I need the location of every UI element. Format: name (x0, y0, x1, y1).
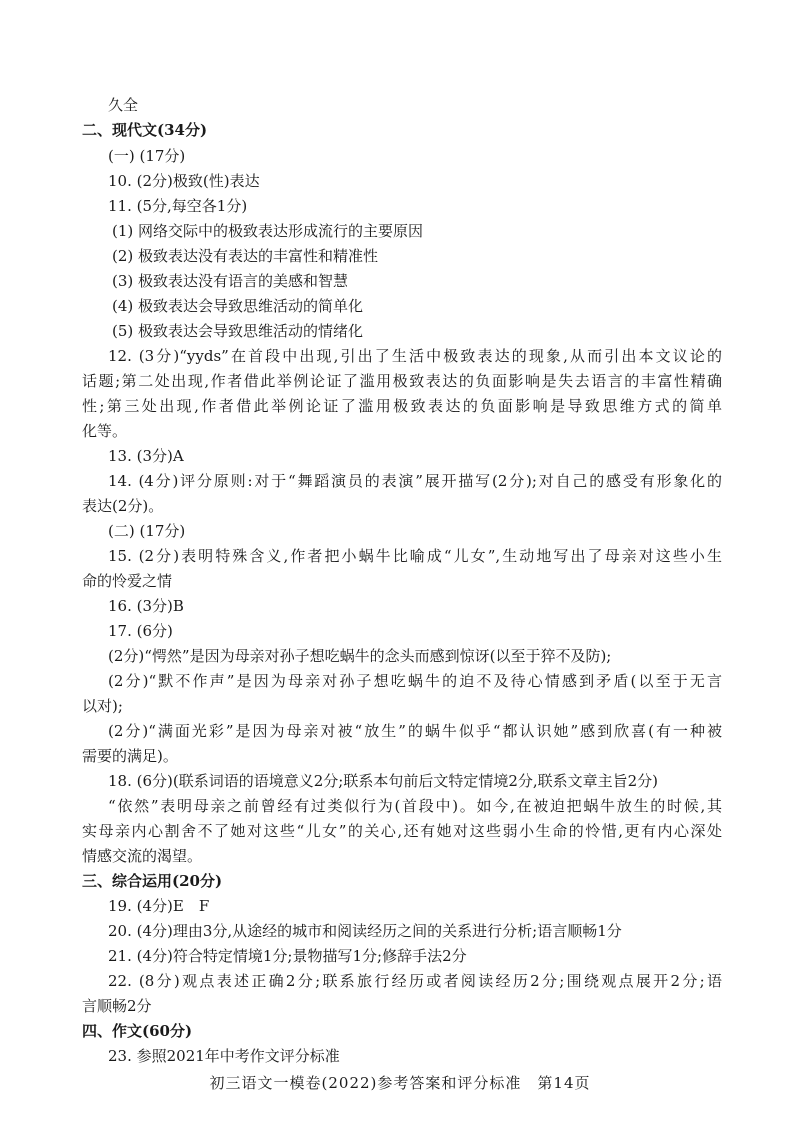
q10-answer: 10. (2分)极致(性)表达 (108, 172, 260, 190)
q17-point-3-line: 需要的满足)。 (82, 747, 178, 765)
q21-answer: 21. (4分)符合特定情境1分;景物描写1分;修辞手法2分 (108, 947, 467, 965)
q18-answer-line: “依然”表明母亲之前曾经有过类似行为(首段中)。如今,在被迫把蜗牛放生的时候,其 (108, 797, 722, 815)
q12-answer-line: 化等。 (82, 422, 128, 440)
q17-answer: 17. (6分) (108, 622, 173, 640)
q11-item: (4) 极致表达会导致思维活动的简单化 (112, 297, 364, 315)
q22-answer-line: 言顺畅2分 (82, 997, 152, 1015)
q12-answer-line: 性;第三处出现,作者借此举例论证了滥用极致表达的负面影响是导致思维方式的简单 (82, 397, 722, 415)
q16-answer: 16. (3分)B (108, 597, 184, 615)
q11-item: (2) 极致表达没有表达的丰富性和精准性 (112, 247, 379, 265)
q18-answer-line: 情感交流的渴望。 (82, 847, 203, 865)
q14-answer-line: 表达(2分)。 (82, 497, 164, 515)
q12-answer-line: 话题;第二处出现,作者借此举例论证了滥用极致表达的负面影响是失去语言的丰富性精确 (82, 372, 722, 390)
top-fragment: 久全 (108, 96, 139, 114)
q14-answer-line: 14. (4分)评分原则:对于“舞蹈演员的表演”展开描写(2分);对自己的感受有形象化的 (108, 472, 722, 490)
q11-item: (3) 极致表达没有语言的美感和智慧 (112, 272, 349, 290)
q13-answer: 13. (3分)A (108, 447, 184, 465)
q12-answer-line: 12. (3分)“yyds”在首段中出现,引出了生活中极致表达的现象,从而引出本文议论的 (108, 347, 722, 365)
q20-answer: 20. (4分)理由3分,从途经的城市和阅读经历之间的关系进行分析;语言顺畅1分 (108, 922, 622, 940)
q17-point-2-line: 以对); (82, 697, 123, 715)
q19-answer: 19. (4分)E F (108, 897, 210, 915)
q17-point-2-line: (2分)“默不作声”是因为母亲对孙子想吃蜗牛的迫不及待心情感到矛盾(以至于无言 (108, 672, 722, 690)
q18-answer: 18. (6分)(联系词语的语境意义2分;联系本句前后文特定情境2分,联系文章主旨2分) (108, 772, 659, 790)
q18-answer-line: 实母亲内心割舍不了她对这些“儿女”的关心,还有她对这些弱小生命的怜惜,更有内心深处 (82, 822, 722, 840)
section-2-heading: 二、现代文(34分) (82, 121, 208, 139)
part-1-heading: (一) (17分) (108, 147, 186, 165)
section-3-heading: 三、综合运用(20分) (82, 872, 223, 890)
q15-answer-line: 15. (2分)表明特殊含义,作者把小蜗牛比喻成“儿女”,生动地写出了母亲对这些小生 (108, 547, 722, 565)
q23-answer: 23. 参照2021年中考作文评分标准 (108, 1047, 340, 1065)
section-4-heading: 四、作文(60分) (82, 1022, 193, 1040)
part-2-heading: (二) (17分) (108, 522, 186, 540)
q11-item: (5) 极致表达会导致思维活动的情绪化 (112, 322, 364, 340)
page-footer: 初三语文一模卷(2022)参考答案和评分标准 第14页 (209, 1074, 591, 1092)
q17-point-3-line: (2分)“满面光彩”是因为母亲对被“放生”的蜗牛似乎“都认识她”感到欣喜(有一种被 (108, 722, 722, 740)
q11-item: (1) 网络交际中的极致表达形成流行的主要原因 (112, 222, 424, 240)
q17-point-1: (2分)“愕然”是因为母亲对孙子想吃蜗牛的念头而感到惊讶(以至于猝不及防); (108, 647, 612, 665)
q22-answer-line: 22. (8分)观点表述正确2分;联系旅行经历或者阅读经历2分;围绕观点展开2分;语 (108, 972, 722, 990)
q15-answer-line: 命的怜爱之情 (82, 572, 173, 590)
q11-answer: 11. (5分,每空各1分) (108, 197, 248, 215)
